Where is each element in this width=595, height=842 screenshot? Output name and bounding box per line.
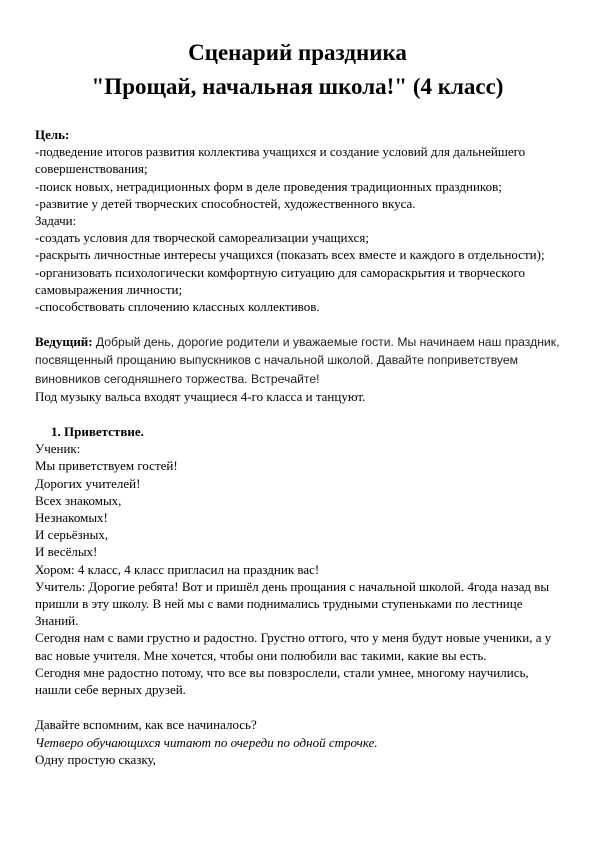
script-line: Сегодня мне радостно потому, что все вы повзрослели, стали умнее, многому научились, нашли себе верных друзей. — [35, 664, 529, 698]
goal-item: -подведение итогов развития коллектива учащихся и создание условий для дальнейшего совершенствования; — [35, 144, 526, 177]
spacer — [35, 315, 563, 333]
script-line: Сегодня нам с вами грустно и радостно. Грустно оттого, что у меня будут новые ученики, а у вас новые учителя. Мне хочется, чтобы они полюбили вас такими, какие вы есть. — [35, 630, 552, 663]
host-label: Ведущий: — [35, 334, 93, 350]
host-paragraph — [35, 333, 563, 388]
host-text: Добрый день, дорогие родители и уважаемые гости. Мы начинаем наш праздник, посвященный прощанию выпускников с начальной школой. Давайте поприветствуем виновников сегодняшнего торжества. Встречайте! — [35, 335, 560, 386]
script-line: Одну простую сказку, — [35, 751, 156, 767]
task-item: -создать условия для творческой самореализации учащихся; — [35, 230, 369, 246]
task-item: -раскрыть личностные интересы учащихся (показать всех вместе и каждого в отдельности); — [35, 247, 545, 263]
section-heading: 1. Приветствие. — [51, 424, 144, 440]
task-item: -способствовать сплочению классных коллективов. — [35, 299, 320, 315]
script-line: Всех знакомых, — [35, 492, 122, 508]
script-line: Хором: 4 класс, 4 класс пригласил на праздник вас! — [35, 561, 320, 577]
script-line: Дорогих учителей! — [35, 475, 141, 491]
script-line: Незнакомых! — [35, 510, 108, 526]
script-line: И весёлых! — [35, 544, 98, 560]
goal-item: -развитие у детей творческих способностей, художественного вкуса. — [35, 195, 416, 211]
script-line: Ученик: — [35, 441, 81, 457]
goals-heading: Цель: — [35, 127, 70, 142]
spacer — [35, 698, 563, 716]
document-body — [35, 126, 563, 768]
closing-question: Давайте вспомним, как все начиналось? — [35, 717, 257, 733]
script-line: Учитель: Дорогие ребята! Вот и пришёл день прощания с начальной школой. 4года назад вы пришли в эту школу. В ней мы с вами поднимались трудными ступеньками по лестнице Знаний. — [35, 578, 550, 629]
tasks-heading: Задачи: — [35, 213, 77, 229]
script-line: И серьёзных, — [35, 527, 109, 543]
stage-note: Четверо обучающихся читают по очереди по одной строчке. — [35, 734, 378, 750]
script-line: Мы приветствуем гостей! — [35, 458, 178, 474]
page-title: Сценарий праздника — [188, 40, 407, 65]
task-item: -организовать психологически комфортную ситуацию для самораскрытия и творческого самовыражения личности; — [35, 264, 525, 297]
host-stage-direction: Под музыку вальса входят учащиеся 4-го класса и танцуют. — [35, 388, 366, 404]
page-subtitle: "Прощай, начальная школа!" (4 класс) — [91, 74, 504, 99]
goal-item: -поиск новых, нетрадиционных форм в деле проведения традиционных праздников; — [35, 178, 502, 194]
spacer — [35, 405, 563, 423]
